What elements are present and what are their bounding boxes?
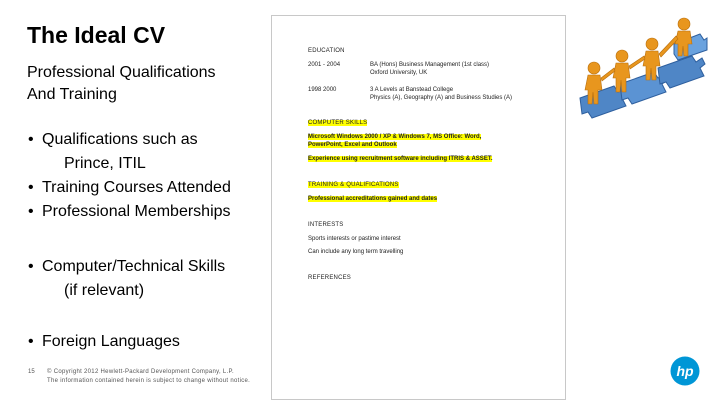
cv-interest-line: Can include any long term travelling: [308, 249, 404, 255]
bullet-item: [28, 330, 180, 354]
cv-edu-line: Oxford University, UK: [370, 70, 428, 76]
bullet-marker: •: [28, 333, 34, 350]
slide-title: The Ideal CV: [27, 22, 166, 48]
cv-edu-years: 1998 2000: [308, 87, 337, 93]
bullet-item: [28, 200, 231, 224]
slide-subtitle: Professional Qualifications And Training: [27, 64, 216, 103]
bullet-item: [28, 176, 231, 200]
bullet-marker: •: [28, 258, 34, 275]
bullet-text: Computer/Technical Skills: [42, 258, 226, 275]
copyright-line: The information contained herein is subject to change without notice.: [47, 378, 251, 384]
svg-text:hp: hp: [676, 363, 694, 379]
cv-section-training: TRAINING & QUALIFICATIONS: [308, 182, 399, 188]
cv-section-interests: INTERESTS: [308, 222, 344, 228]
bullet-continuation: (if relevant): [64, 282, 145, 299]
cv-section-computer-skills: COMPUTER SKILLS: [308, 120, 368, 126]
cv-edu-line: Physics (A), Geography (A) and Business Studies (A): [370, 95, 513, 101]
copyright-line: © Copyright 2012 Hewlett-Packard Development Company, L.P.: [47, 369, 235, 375]
hp-logo: [670, 356, 700, 386]
cv-edu-line: 3 A Levels at Banstead College: [370, 87, 454, 93]
page-number: 15: [28, 369, 35, 375]
cv-highlight-line: Experience using recruitment software including ITRIS & ASSET.: [308, 156, 493, 162]
bullet-marker: •: [28, 203, 34, 220]
bullet-marker: •: [28, 131, 34, 148]
bullet-text: Qualifications such as: [42, 131, 198, 148]
cv-section-references: REFERENCES: [308, 275, 352, 281]
bullet-continuation: Prince, ITIL: [64, 155, 146, 172]
copyright-notice: [47, 368, 287, 386]
bullet-marker: •: [28, 179, 34, 196]
bullet-list-qualifications: [28, 128, 231, 224]
cv-document-image: [271, 15, 566, 400]
cv-highlight-line: PowerPoint, Excel and Outlook: [308, 142, 397, 148]
bullet-text: Professional Memberships: [42, 203, 231, 220]
bullet-list-languages: [28, 330, 180, 354]
team-puzzle-figures-icon: [574, 14, 708, 120]
bullet-text: Training Courses Attended: [42, 179, 231, 196]
cv-edu-line: BA (Hons) Business Management (1st class): [370, 62, 490, 68]
cv-highlight-line: Microsoft Windows 2000 / XP & Windows 7, MS Office: Word,: [308, 134, 482, 140]
cv-highlight-line: Professional accreditations gained and dates: [308, 196, 438, 202]
cv-edu-years: 2001 - 2004: [308, 62, 341, 68]
bullet-item: [28, 255, 225, 279]
bullet-item: [28, 128, 231, 152]
cv-section-education: EDUCATION: [308, 48, 345, 54]
bullet-text: Foreign Languages: [42, 333, 180, 350]
cv-interest-line: Sports interests or pastime interest: [308, 236, 401, 242]
bullet-list-technical: [28, 255, 225, 303]
